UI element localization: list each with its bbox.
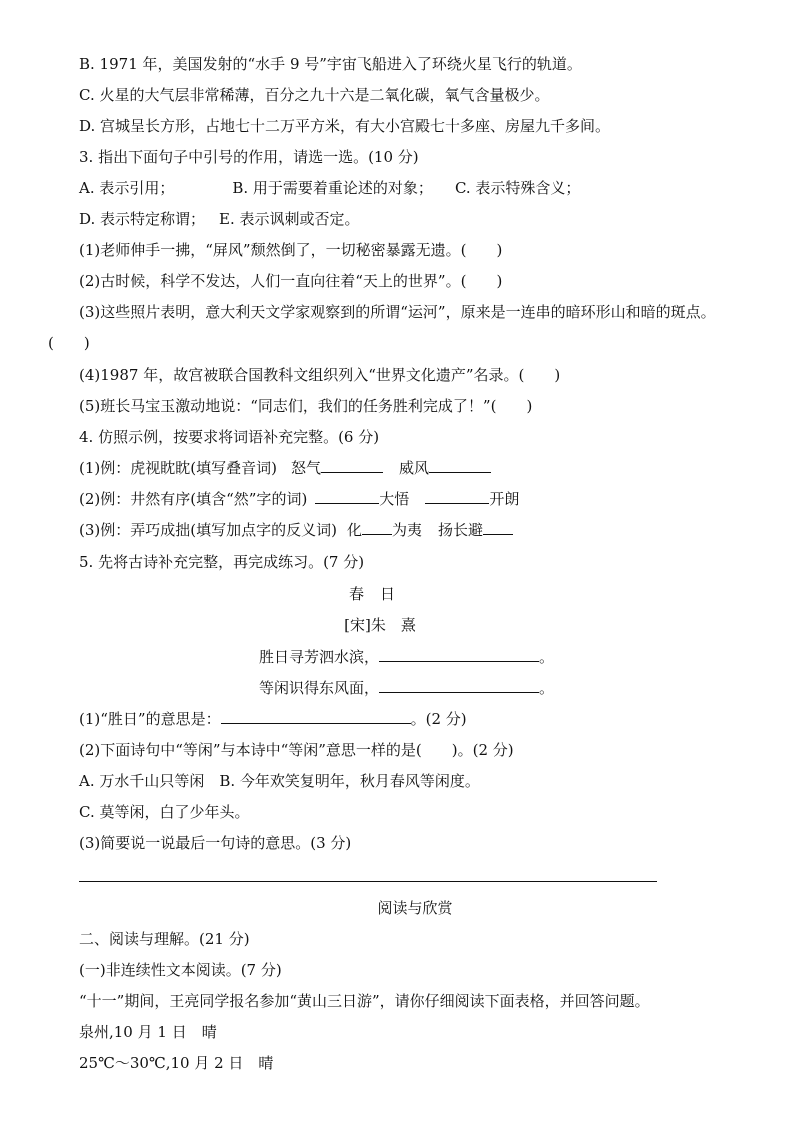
q3-item-1: (1)老师伸手一拂，“屏风”颓然倒了，一切秘密暴露无遗。( ) [79,241,503,259]
q3-item-3-answer: ( ) [48,334,90,352]
poem-line-1: 胜日寻芳泗水滨， 。 [259,648,555,666]
weather-line-1: 泉州,10 月 1 日 晴 [79,1023,217,1041]
q3-item-3: (3)这些照片表明，意大利天文学家观察到的所谓“运河”，原来是一连串的暗环形山和暗的斑点。 [79,303,716,321]
answer-blank[interactable] [429,458,491,473]
q2-option-c: C. 火星的大气层非常稀薄，百分之九十六是二氧化碳，氧气含量极少。 [79,86,550,104]
q3-option-c: C. 表示特殊含义； [454,179,581,197]
answer-blank[interactable] [379,647,539,662]
q3-options-row2 [79,209,360,229]
answer-blank[interactable] [315,489,379,504]
q5-item-2-options-ab: A. 万水千山只等闲 B. 今年欢笑复明年，秋月春风等闲度。 [79,772,480,790]
answer-blank[interactable] [425,489,489,504]
weather-line-2: 25℃～30℃,10 月 2 日 晴 [79,1054,274,1072]
q3-item-5: (5)班长马宝玉激动地说：“同志们，我们的任务胜利完成了！”( ) [79,397,533,415]
answer-line[interactable] [79,881,657,882]
q5-title: 5. 先将古诗补充完整，再完成练习。(7 分) [79,553,365,571]
q5-item-1: (1)“胜日”的意思是： 。(2 分) [79,710,467,728]
q3-title: 3. 指出下面句子中引号的作用，请选一选。(10 分) [79,148,419,166]
answer-blank[interactable] [379,678,539,693]
q3-option-a: A. 表示引用； [79,179,175,197]
answer-blank[interactable] [483,520,513,535]
q3-option-b: B. 用于需要着重论述的对象； [232,179,433,197]
answer-blank[interactable] [321,458,383,473]
q5-item-3: (3)简要说一说最后一句诗的意思。(3 分) [79,834,352,852]
part2-title: 二、阅读与理解。(21 分) [79,930,250,948]
poem-title: 春日 [348,585,411,603]
q3-item-2: (2)古时候，科学不发达，人们一直向往着“天上的世界”。( ) [79,272,503,290]
section-title: 阅读与欣赏 [377,899,453,917]
q4-item-1: (1)例：虎视眈眈(填写叠音词) 怒气 威风 [79,458,491,478]
q4-item-2: (2)例：井然有序(填含“然”字的词) 大悟 开朗 [79,490,520,508]
q5-item-2-option-c: C. 莫等闲，白了少年头。 [79,803,250,821]
q5-item-2: (2)下面诗句中“等闲”与本诗中“等闲”意思一样的是( )。(2 分) [79,741,514,759]
q4-title: 4. 仿照示例，按要求将词语补充完整。(6 分) [79,428,380,446]
part2-intro: “十一”期间，王亮同学报名参加“黄山三日游”，请你仔细阅读下面表格，并回答问题。 [79,992,650,1010]
q4-item-3: (3)例：弄巧成拙(填写加点字的反义词) 化 为夷 扬长避 [79,520,513,540]
answer-blank[interactable] [221,709,411,724]
q3-options-row1 [79,178,580,198]
answer-blank[interactable] [362,520,392,535]
q2-option-d: D. 宫城呈长方形，占地七十二万平方米，有大小宫殿七十多座、房屋九千多间。 [79,117,611,135]
q3-option-e: E. 表示讽刺或否定。 [219,210,360,228]
q3-option-d: D. 表示特定称谓； [79,210,206,228]
q3-item-4: (4)1987 年，故宫被联合国教科文组织列入“世界文化遗产”名录。( ) [79,366,561,384]
q2-option-b: B. 1971 年，美国发射的“水手 9 号”宇宙飞船进入了环绕火星飞行的轨道。 [79,55,582,73]
poem-author: [宋]朱 熹 [344,616,416,634]
poem-line-2: 等闲识得东风面， 。 [259,679,555,697]
part2-subtitle: (一)非连续性文本阅读。(7 分) [79,961,282,979]
